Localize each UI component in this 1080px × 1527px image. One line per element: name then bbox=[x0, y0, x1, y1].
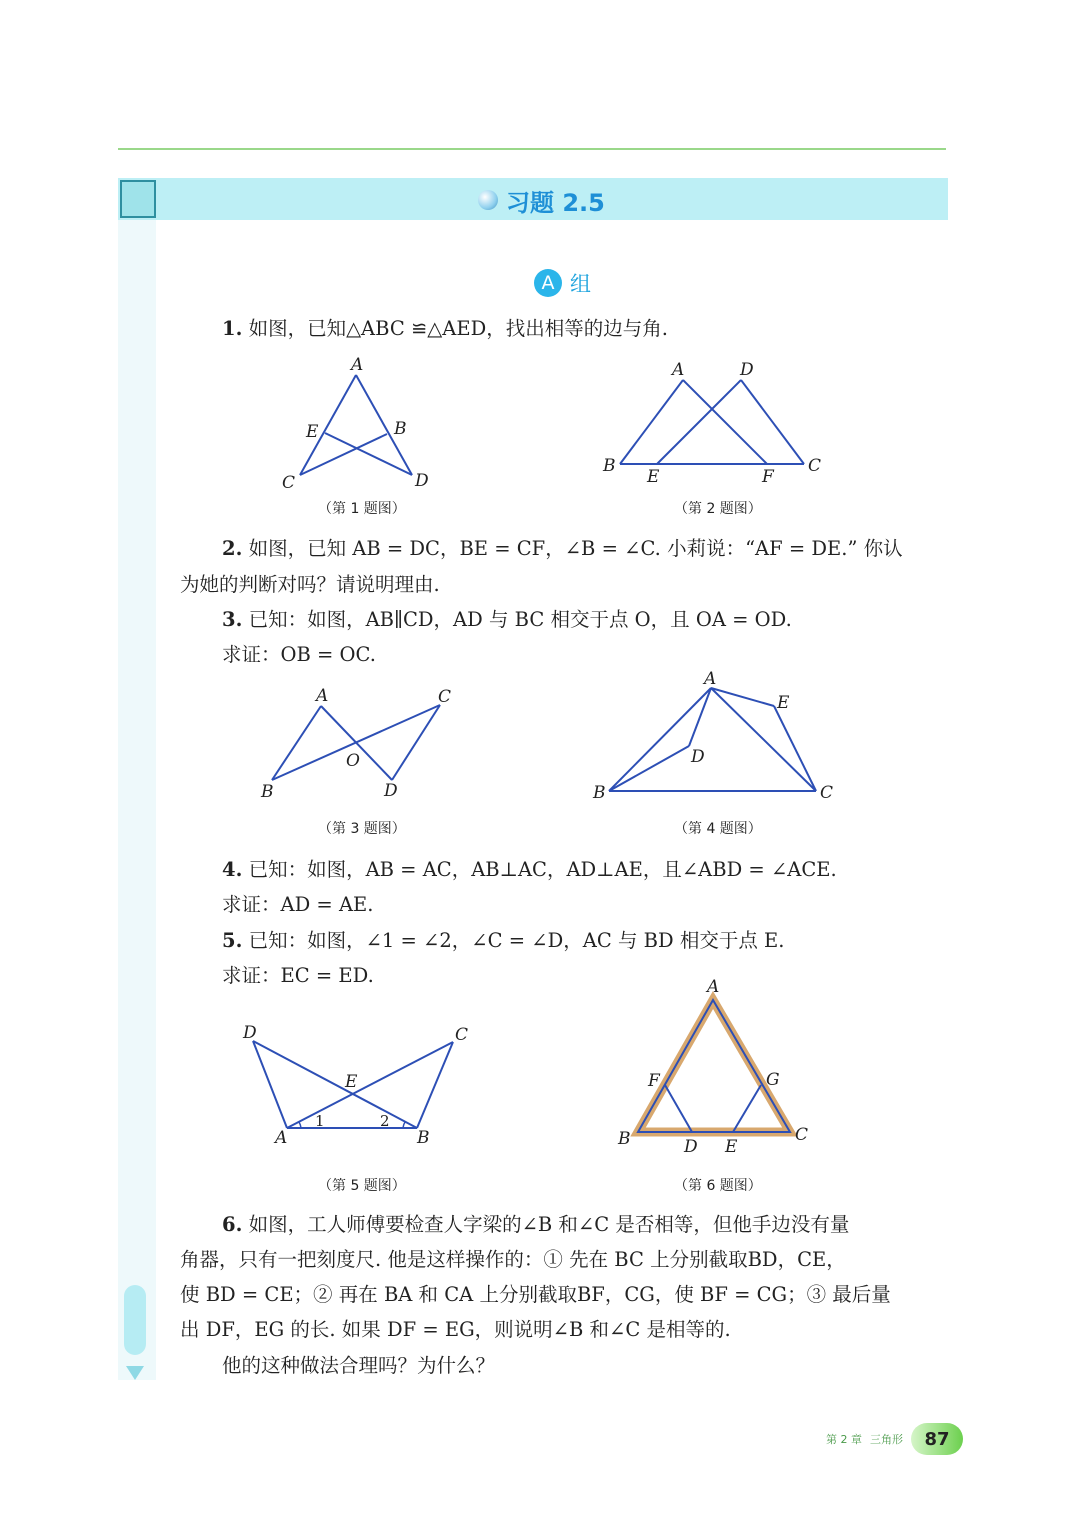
segment-EC bbox=[774, 706, 816, 791]
label-D: D bbox=[684, 1137, 698, 1157]
problem-number: 3. bbox=[222, 608, 243, 631]
label-C: C bbox=[455, 1025, 469, 1045]
segment-BD bbox=[609, 746, 689, 791]
label-B: B bbox=[394, 419, 407, 439]
footer-chapter: 第 2 章 bbox=[826, 1433, 862, 1446]
problem-number: 6. bbox=[222, 1213, 243, 1236]
segment-DA bbox=[253, 1041, 287, 1128]
triangle-ABC bbox=[638, 1000, 790, 1132]
segment-FD bbox=[665, 1085, 692, 1132]
figure-5 bbox=[235, 1015, 480, 1150]
label-B: B bbox=[417, 1128, 430, 1148]
group-label: 组 bbox=[570, 272, 591, 296]
label-E: E bbox=[777, 693, 790, 713]
label-E: E bbox=[725, 1137, 738, 1157]
label-angle-2: 2 bbox=[380, 1112, 390, 1130]
problem-number: 5. bbox=[222, 929, 243, 952]
problem-number: 2. bbox=[222, 537, 243, 560]
problem-3-line-1 bbox=[222, 606, 792, 634]
label-angle-1: 1 bbox=[315, 1112, 325, 1130]
label-C: C bbox=[795, 1125, 809, 1145]
label-A: A bbox=[672, 360, 685, 380]
label-B: B bbox=[603, 456, 616, 476]
figure-6-caption: （第 6 题图） bbox=[674, 1178, 762, 1194]
problem-6-line-4: 出 DF，EG 的长. 如果 DF = EG，则说明∠B 和∠C 是相等的. bbox=[180, 1318, 731, 1341]
problem-text: 已知：如图，∠1 = ∠2，∠C = ∠D，AC 与 BD 相交于点 E. bbox=[248, 929, 785, 952]
figure-3 bbox=[255, 680, 470, 805]
figure-6 bbox=[610, 970, 820, 1160]
problem-5-line-1 bbox=[222, 927, 784, 955]
segment-AD bbox=[689, 688, 711, 746]
segment-DB bbox=[253, 1041, 417, 1128]
label-E: E bbox=[345, 1072, 358, 1092]
problem-6-line-2: 角器，只有一把刻度尺. 他是这样操作的：① 先在 BC 上分别截取BD，CE， bbox=[180, 1248, 846, 1271]
problem-4-line-2: 求证：AD = AE. bbox=[222, 893, 374, 916]
margin-arrow-icon bbox=[126, 1366, 144, 1380]
label-O: O bbox=[346, 751, 360, 771]
figure-4-caption: （第 4 题图） bbox=[674, 821, 762, 837]
problem-2-line-2: 为她的判断对吗？请说明理由. bbox=[180, 573, 440, 596]
problem-text: 如图，已知△ABC ≌△AED，找出相等的边与角. bbox=[248, 317, 668, 340]
figure-5-caption: （第 5 题图） bbox=[318, 1178, 406, 1194]
segment-GE bbox=[733, 1085, 761, 1132]
figure-2 bbox=[595, 355, 835, 495]
label-D: D bbox=[691, 747, 705, 767]
sphere-icon bbox=[478, 190, 498, 210]
label-D: D bbox=[243, 1023, 257, 1043]
figure-1 bbox=[270, 350, 440, 495]
segment-AF bbox=[683, 380, 767, 464]
page-number: 87 bbox=[911, 1423, 963, 1455]
problem-number: 4. bbox=[222, 858, 243, 881]
problem-number: 1. bbox=[222, 317, 243, 340]
label-D: D bbox=[740, 360, 754, 380]
label-B: B bbox=[261, 782, 274, 802]
top-rule bbox=[118, 148, 946, 150]
label-C: C bbox=[282, 473, 296, 493]
label-E: E bbox=[306, 422, 319, 442]
section-square-marker bbox=[120, 180, 156, 218]
section-title-text: 习题 2.5 bbox=[506, 188, 605, 217]
segment-BA bbox=[609, 688, 711, 791]
segment-AC bbox=[287, 1042, 453, 1128]
group-badge: A bbox=[534, 269, 562, 297]
label-D: D bbox=[415, 471, 429, 491]
problem-1 bbox=[222, 315, 668, 343]
label-A: A bbox=[351, 355, 364, 375]
label-E: E bbox=[647, 467, 660, 487]
problem-3-line-2: 求证：OB = OC. bbox=[222, 643, 376, 666]
label-F: F bbox=[762, 467, 774, 487]
left-margin-band bbox=[118, 220, 156, 1380]
label-A: A bbox=[316, 686, 329, 706]
label-C: C bbox=[808, 456, 822, 476]
label-D: D bbox=[384, 781, 398, 801]
problem-6-line-3: 使 BD = CE；② 再在 BA 和 CA 上分别截取BF，CG，使 BF = CG；③ 最后量 bbox=[180, 1283, 891, 1306]
footer-chapter-title: 三角形 bbox=[870, 1433, 903, 1446]
label-A: A bbox=[704, 669, 717, 689]
figure-3-caption: （第 3 题图） bbox=[318, 821, 406, 837]
problem-text: 已知：如图，AB = AC，AB⊥AC，AD⊥AE，且∠ABD = ∠ACE. bbox=[248, 858, 837, 881]
problem-6-line-5: 他的这种做法合理吗？为什么？ bbox=[222, 1354, 496, 1377]
problem-5-line-2: 求证：EC = ED. bbox=[222, 964, 374, 987]
problem-6-line-1 bbox=[222, 1211, 849, 1239]
label-B: B bbox=[593, 783, 606, 803]
label-C: C bbox=[438, 687, 452, 707]
segment-BA bbox=[620, 380, 683, 464]
problem-text: 如图，已知 AB = DC，BE = CF，∠B = ∠C. 小莉说：“AF = DE.” 你认 bbox=[248, 537, 903, 560]
segment-DC bbox=[741, 380, 804, 464]
figure-2-caption: （第 2 题图） bbox=[674, 501, 762, 517]
segment-ED bbox=[657, 380, 741, 464]
problem-4-line-1 bbox=[222, 856, 837, 884]
margin-capsule-decoration bbox=[124, 1285, 146, 1355]
label-B: B bbox=[618, 1129, 631, 1149]
page-footer bbox=[826, 1423, 963, 1455]
roof-beam bbox=[638, 1000, 790, 1132]
label-F: F bbox=[648, 1071, 660, 1091]
problem-2-line-1 bbox=[222, 535, 903, 563]
segment-ED bbox=[325, 433, 412, 475]
problem-text: 已知：如图，AB∥CD，AD 与 BC 相交于点 O，且 OA = OD. bbox=[248, 608, 792, 631]
problem-text: 如图，工人师傅要检查人字梁的∠B 和∠C 是否相等，但他手边没有量 bbox=[248, 1213, 850, 1236]
section-title bbox=[478, 181, 605, 219]
group-heading bbox=[534, 268, 591, 298]
segment-CB bbox=[417, 1042, 453, 1128]
label-A: A bbox=[275, 1128, 288, 1148]
label-C: C bbox=[820, 783, 834, 803]
figure-1-caption: （第 1 题图） bbox=[318, 501, 406, 517]
label-G: G bbox=[766, 1070, 780, 1090]
figure-4 bbox=[585, 665, 845, 810]
label-A: A bbox=[707, 977, 720, 997]
